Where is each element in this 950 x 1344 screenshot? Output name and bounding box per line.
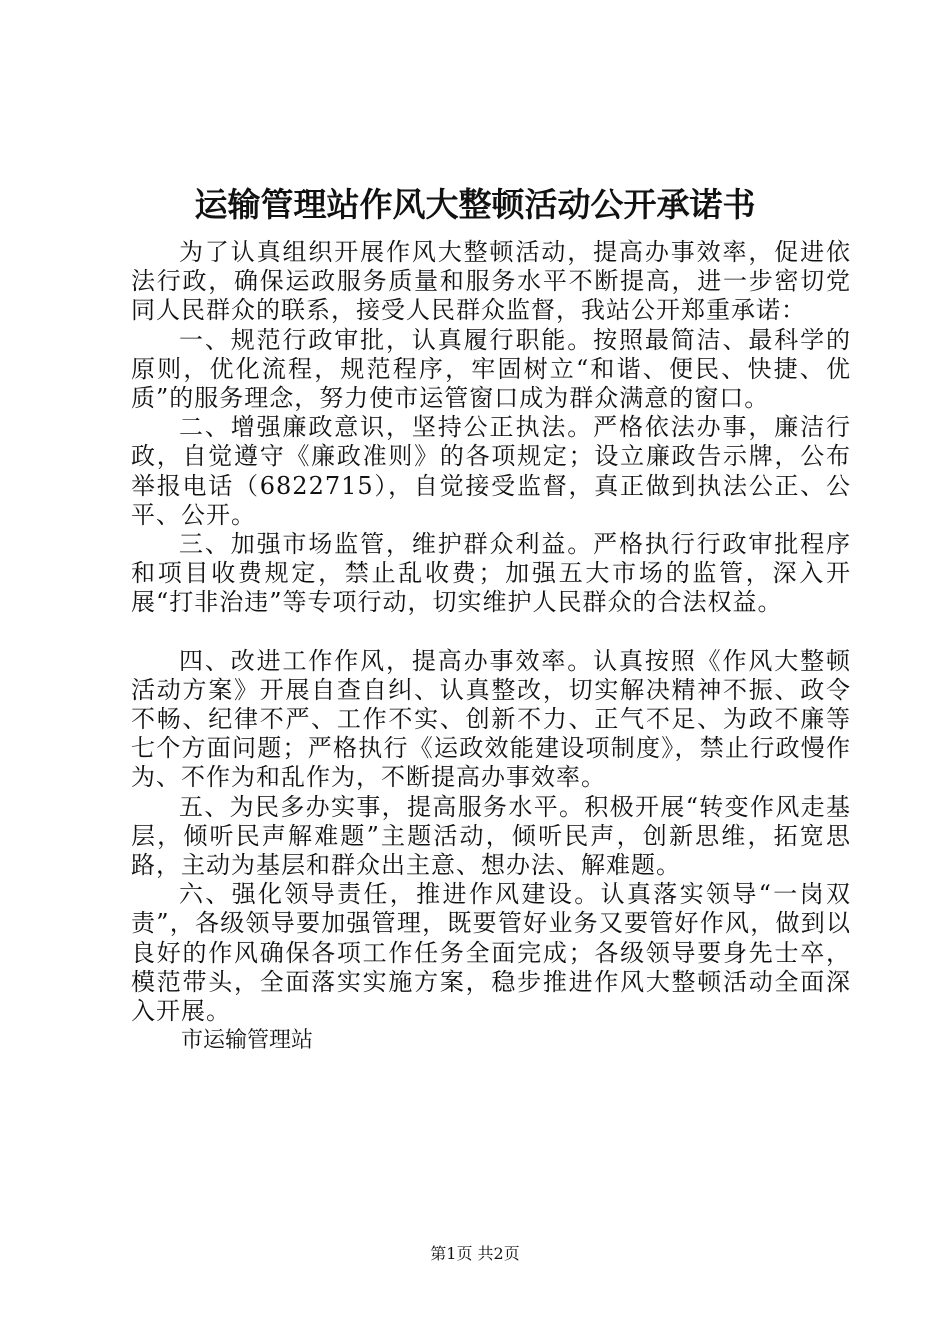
commitment-paragraph-2: 二、增强廉政意识，坚持公正执法。严格依法办事，廉洁行政，自觉遵守《廉政准则》的各项规定；设立廉政告示牌，公布举报电话（6822715），自觉接受监督，真正做到执法公正、公平、公开。 bbox=[131, 413, 851, 529]
commitment-paragraph-3: 三、加强市场监管，维护群众利益。严格执行行政审批程序和项目收费规定，禁止乱收费；加强五大市场的监管，深入开展“打非治违”等专项行动，切实维护人民群众的合法权益。 bbox=[131, 530, 851, 617]
commitment-paragraph-5: 五、为民多办实事，提高服务水平。积极开展“转变作风走基层，倾听民声解难题”主题活动，倾听民声，创新思维，拓宽思路，主动为基层和群众出主意、想办法、解难题。 bbox=[131, 792, 851, 880]
document-title: 运输管理站作风大整顿活动公开承诺书 bbox=[194, 185, 756, 224]
commitment-paragraph-6: 六、强化领导责任，推进作风建设。认真落实领导“一岗双责”，各级领导要加强管理，既要管好业务又要管好作风，做到以良好的作风确保各项工作任务全面完成；各级领导要身先士卒，模范带头，全面落实实施方案，稳步推进作风大整顿活动全面深入开展。 bbox=[131, 880, 851, 1026]
commitment-paragraph-4: 四、改进工作作风，提高办事效率。认真按照《作风大整顿活动方案》开展自查自纠、认真整改，切实解决精神不振、政令不畅、纪律不严、工作不实、创新不力、正气不足、为政不廉等七个方面问题；严格执行《运政效能建设项制度》，禁止行政慢作为、不作为和乱作为，不断提高办事效率。 bbox=[131, 646, 851, 792]
intro-paragraph: 为了认真组织开展作风大整顿活动，提高办事效率，促进依法行政，确保运政服务质量和服务水平不断提高，进一步密切党同人民群众的联系，接受人民群众监督，我站公开郑重承诺： bbox=[131, 238, 851, 325]
document-body bbox=[131, 238, 851, 1056]
paragraph-gap bbox=[131, 618, 851, 647]
page-number: 第1页 共2页 bbox=[430, 1244, 520, 1263]
commitment-paragraph-1: 一、规范行政审批，认真履行职能。按照最简洁、最科学的原则，优化流程，规范程序，牢固树立“和谐、便民、快捷、优质”的服务理念，努力使市运管窗口成为群众满意的窗口。 bbox=[131, 325, 851, 413]
signature: 市运输管理站 bbox=[181, 1028, 314, 1054]
